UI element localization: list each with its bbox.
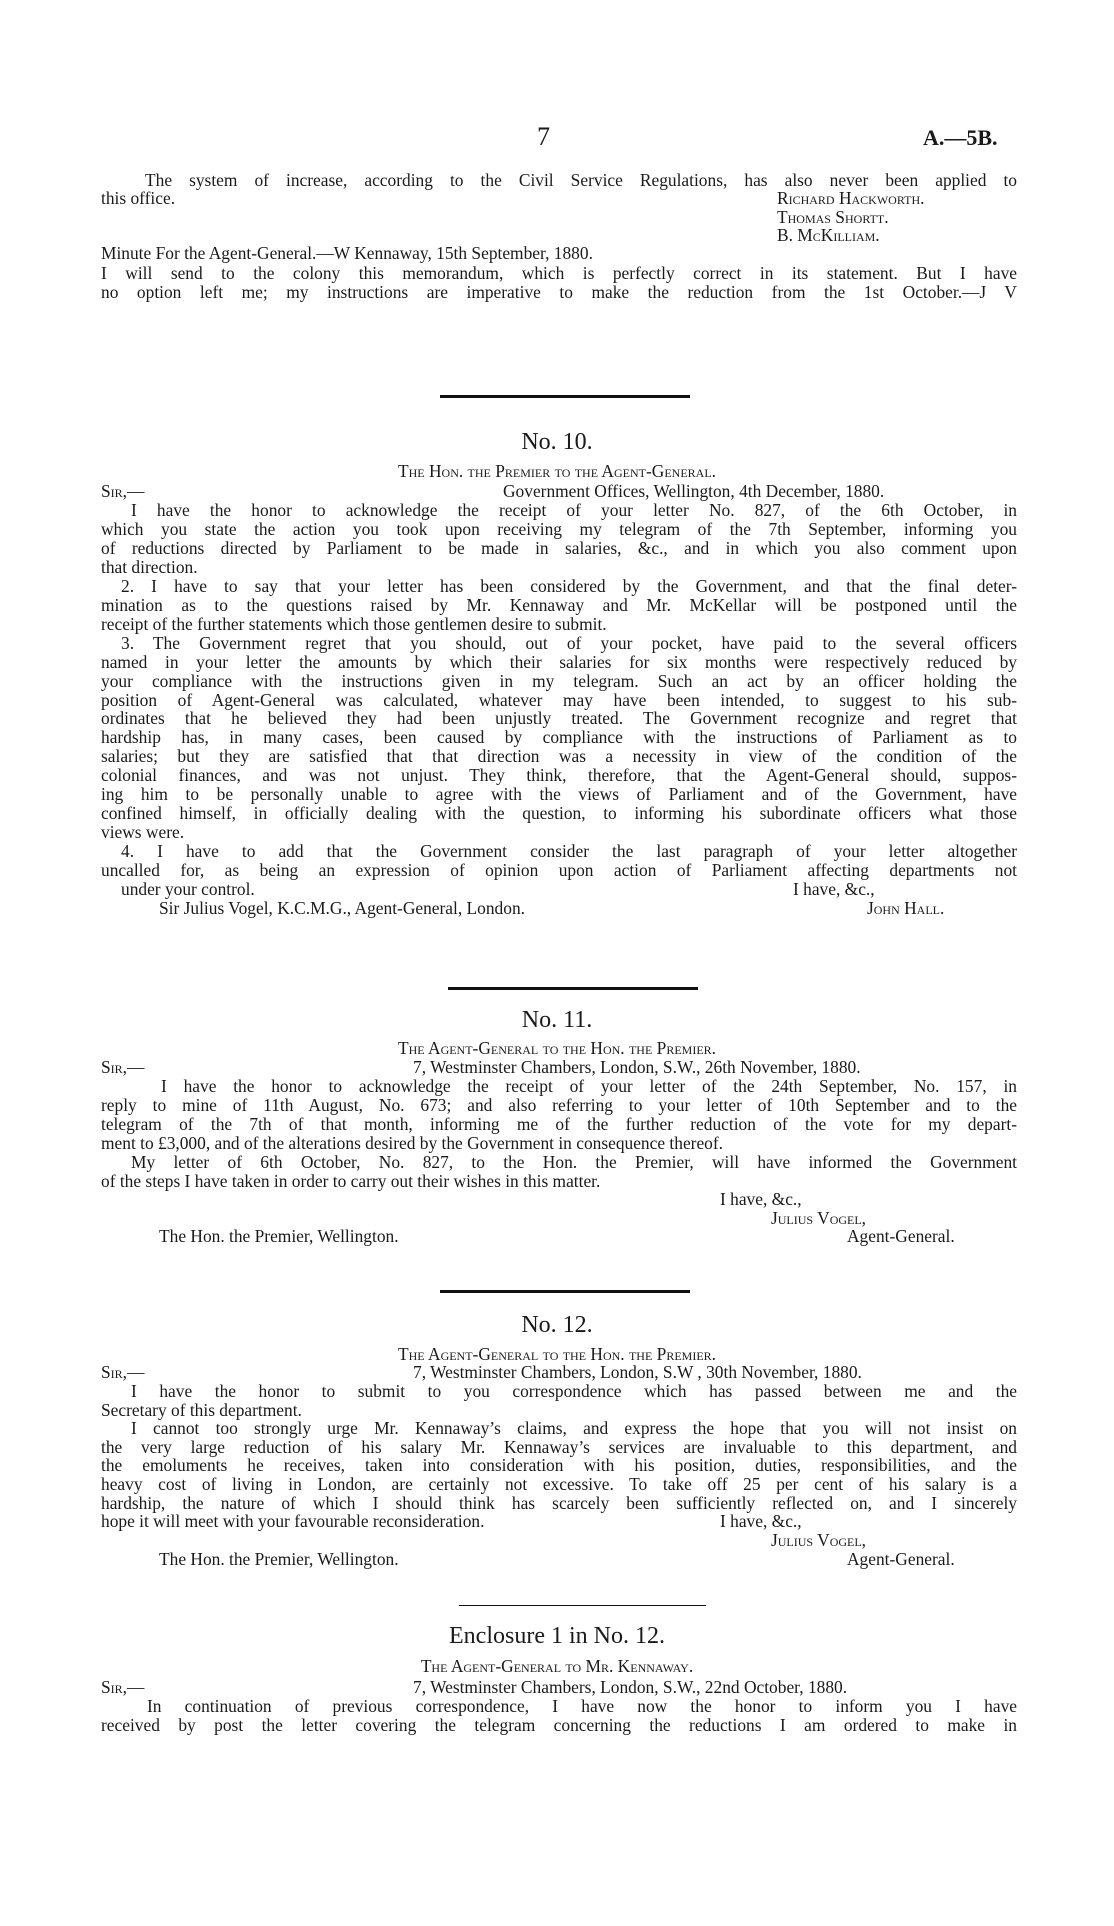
section-divider: [440, 1290, 690, 1293]
letter-subheading: The Agent-General to the Hon. the Premier.: [398, 1038, 716, 1058]
letter-heading: No. 11.: [521, 1007, 593, 1033]
body-line: of reductions directed by Parliament to be made in salaries, &c., and in which you also comment upon: [101, 537, 1017, 558]
body-line: receipt of the further statements which those gentlemen desire to submit.: [101, 613, 607, 634]
section-divider: [448, 987, 698, 990]
body-line: received by post the letter covering the telegram concerning the reductions I am ordered to make in: [101, 1715, 1017, 1735]
enclosure-subheading: The Agent-General to Mr. Kennaway.: [420, 1656, 694, 1676]
body-line: colonial finances, and was not unjust. They think, therefore, that the Agent-General should, suppos-: [101, 765, 1017, 786]
body-line: that direction.: [101, 556, 198, 577]
closing: I have, &c.,: [720, 1511, 802, 1531]
signatory: B. McKilliam.: [777, 225, 880, 245]
letter-last-line: of the steps I have taken in order to carry out their wishes in this matter.: [101, 1171, 601, 1191]
body-line: In continuation of previous correspondence, I have now the honor to inform you I have: [147, 1696, 1017, 1716]
salutation: Sir,—: [101, 1362, 145, 1382]
body-line: salaries; but they are satisfied that that direction was a necessity in view of the condition of the: [101, 746, 1017, 767]
body-line: ing him to be personally unable to agree with the views of Parliament and of the Government, have: [101, 784, 1017, 805]
body-line: I have the honor to submit to you correspondence which has passed between me and the: [131, 1381, 1017, 1401]
salutation: Sir,—: [101, 481, 145, 501]
body-line: 3. The Government regret that you should, out of your pocket, have paid to the several officers: [121, 632, 1017, 653]
addressee: The Hon. the Premier, Wellington.: [159, 1549, 399, 1569]
body-line: hardship, the nature of which I should think has scarcely been sufficiently reflected on, and I sincerely: [101, 1492, 1017, 1513]
letter-last-line: under your control.: [121, 879, 255, 899]
body-line: named in your letter the amounts by which their salaries for six months were respectively reduced by: [101, 651, 1017, 672]
signatory: Richard Hackworth.: [777, 188, 925, 208]
salutation: Sir,—: [101, 1677, 145, 1697]
body-line: 4. I have to add that the Government consider the last paragraph of your letter altogether: [121, 841, 1017, 862]
letter-address: 7, Westminster Chambers, London, S.W., 22nd October, 1880.: [413, 1677, 848, 1697]
body-line: ordinates that he believed they had been unjustly treated. The Government recognize and regret that: [101, 708, 1017, 729]
body-line: I have the honor to acknowledge the receipt of your letter of the 24th September, No. 157, in: [161, 1076, 1017, 1096]
signature: Julius Vogel,: [771, 1208, 867, 1228]
salutation: Sir,—: [101, 1057, 145, 1077]
letter-address: 7, Westminster Chambers, London, S.W , 30th November, 1880.: [413, 1362, 862, 1382]
body-line: confined himself, in officially dealing with the question, to informing his subordinate officers what those: [101, 803, 1017, 824]
body-line: the emoluments he receives, taken into consideration with his position, duties, responsibilities, and the: [101, 1455, 1017, 1476]
signatory: Thomas Shortt.: [777, 207, 889, 227]
body-line: mination as to the questions raised by Mr. Kennaway and Mr. McKellar will be postponed until the: [101, 594, 1017, 615]
signatory-role: Agent-General.: [847, 1549, 955, 1569]
section-divider: [440, 395, 690, 398]
body-line: your compliance with the instructions given in my telegram. Such an act by an officer holding the: [101, 670, 1017, 691]
body-line: heavy cost of living in London, are certainly not excessive. To take off 25 per cent of his salary is a: [101, 1474, 1017, 1494]
body-line: Secretary of this department.: [101, 1399, 302, 1420]
letter-heading: No. 10.: [521, 429, 593, 455]
body-line: telegram of the 7th of that month, informing me of the further reduction of the vote for my depart-: [101, 1114, 1017, 1134]
page-number: 7: [537, 122, 550, 151]
letter-heading: No. 12.: [521, 1312, 593, 1338]
intro-line: this office.: [101, 188, 176, 208]
section-divider: [459, 1605, 706, 1606]
enclosure-heading: Enclosure 1 in No. 12.: [449, 1623, 665, 1649]
body-line: the very large reduction of his salary Mr. Kennaway’s services are invaluable to this department, and: [101, 1436, 1017, 1457]
body-line: hardship has, in many cases, been caused by compliance with the instructions of Parliament as to: [101, 727, 1017, 748]
body-line: position of Agent-General was calculated, whatever may have been intended, to suggest to his sub-: [101, 689, 1017, 710]
body-line: views were.: [101, 822, 185, 843]
body-line: reply to mine of 11th August, No. 673; and also referring to your letter of 10th September and to the: [101, 1095, 1017, 1115]
signatory-role: Agent-General.: [847, 1226, 955, 1246]
body-line: ment to £3,000, and of the alterations desired by the Government in consequence thereof.: [101, 1133, 724, 1153]
minute-line: Minute For the Agent-General.—W Kennaway, 15th September, 1880.: [101, 243, 593, 263]
letter-address: Government Offices, Wellington, 4th December, 1880.: [503, 481, 885, 501]
signature: Julius Vogel,: [771, 1530, 867, 1550]
closing: I have, &c.,: [793, 879, 875, 899]
letter-last-line: hope it will meet with your favourable reconsideration.: [101, 1511, 485, 1531]
body-line: I cannot too strongly urge Mr. Kennaway’s claims, and express the hope that you will not insist on: [131, 1418, 1017, 1439]
intro-line: The system of increase, according to the Civil Service Regulations, has also never been applied to: [145, 170, 1017, 190]
body-line: 2. I have to say that your letter has been considered by the Government, and that the final deter-: [121, 575, 1017, 596]
intro-reply-line: I will send to the colony this memorandum, which is perfectly correct in its statement. But I have: [101, 263, 1017, 283]
intro-reply-line: no option left me; my instructions are imperative to make the reduction from the 1st October.—J V: [101, 282, 1017, 302]
signature: John Hall.: [867, 898, 945, 918]
closing: I have, &c.,: [720, 1189, 802, 1209]
addressee: Sir Julius Vogel, K.C.M.G., Agent-General, London.: [159, 898, 525, 918]
letter-address: 7, Westminster Chambers, London, S.W., 26th November, 1880.: [413, 1057, 861, 1077]
letter-subheading: The Agent-General to the Hon. the Premier.: [398, 1344, 716, 1364]
addressee: The Hon. the Premier, Wellington.: [159, 1226, 399, 1246]
body-line: which you state the action you took upon receiving my telegram of the 7th September, informing you: [101, 518, 1017, 539]
document-reference: A.—5B.: [923, 125, 998, 150]
letter-subheading: The Hon. the Premier to the Agent-General.: [398, 461, 716, 481]
body-line: My letter of 6th October, No. 827, to the Hon. the Premier, will have informed the Government: [131, 1152, 1017, 1172]
body-line: uncalled for, as being an expression of opinion upon action of Parliament affecting departments not: [101, 860, 1017, 881]
body-line: I have the honor to acknowledge the receipt of your letter No. 827, of the 6th October, in: [131, 500, 1017, 520]
